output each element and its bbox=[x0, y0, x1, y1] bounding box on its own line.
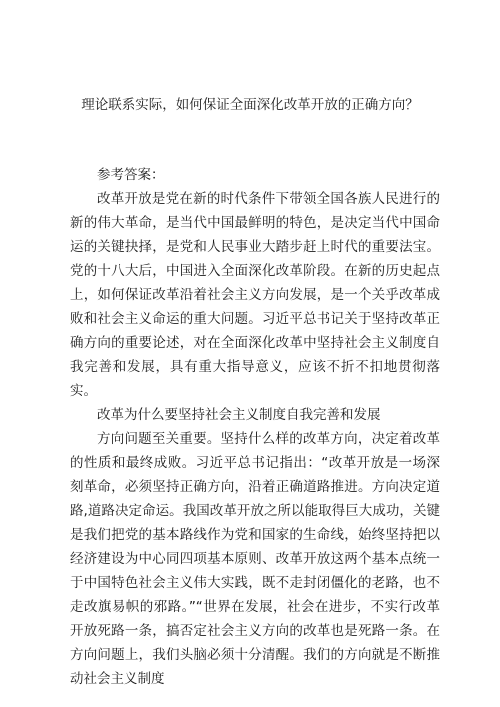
paragraph-direction: 方向问题至关重要。坚持什么样的改革方向，决定着改革的性质和最终成败。习近平总书记指出：“改革开放是一场深刻革命，必须坚持正确方向，沿着正确道路推进。方向决定道路,道路决定命运。我国改革开放之所以能取得巨大成功，关键是我们把党的基本路线作为党和国家的生命线，始终坚持把以经济建设为中心同四项基本原则、改革开放这两个基本点统一于中国特色社会主义伟大实践，既不走封闭僵化的老路，也不走改旗易帜的邪路。”“世界在发展，社会在进步，不实行改革开放死路一条，搞否定社会主义方向的改革也是死路一条。在方向问题上，我们头脑必须十分清醒。我们的方向就是不断推动社会主义制度 bbox=[70, 431, 440, 687]
question-title: 理论联系实际，如何保证全面深化改革开放的正确方向？ bbox=[81, 97, 419, 113]
paragraph-intro: 改革开放是党在新的时代条件下带领全国各族人民进行的新的伟大革命，是当代中国最鲜明的特色，是决定当代中国命运的关键抉择，是党和人民事业大踏步赶上时代的重要法宝。党的十八大后，中国进入全面深化改革阶段。在新的历史起点上，如何保证改革沿着社会主义方向发展，是一个关乎改革成败和社会主义命运的重大问题。习近平总书记关于坚持改革正确方向的重要论述，对在全面深化改革中坚持社会主义制度自我完善和发展，具有重大指导意义，应该不折不扣地贯彻落实。 bbox=[70, 191, 440, 399]
section-heading: 改革为什么要坚持社会主义制度自我完善和发展 bbox=[97, 407, 381, 423]
answer-body bbox=[70, 187, 440, 691]
answer-label: 参考答案： bbox=[97, 167, 165, 183]
